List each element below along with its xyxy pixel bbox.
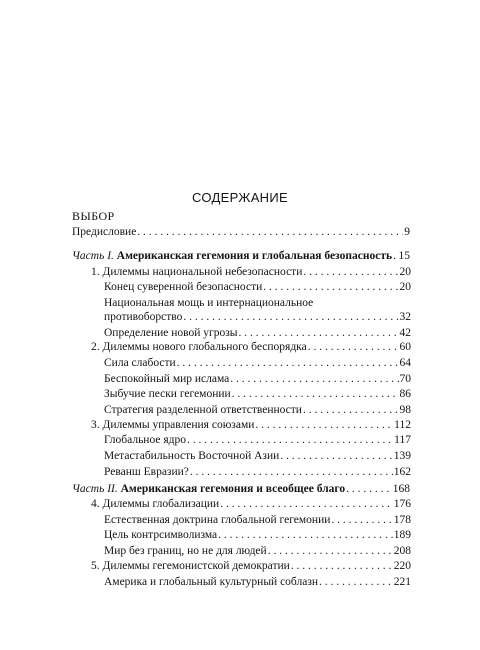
toc-label-line1: Национальная мощь и интернациональное — [104, 297, 314, 309]
toc-page: 117 — [394, 434, 411, 446]
toc-label: Беспокойный мир ислама — [104, 373, 230, 385]
toc-page: 221 — [393, 576, 411, 588]
toc-entry-preface — [72, 225, 410, 239]
toc-leader — [187, 433, 393, 447]
toc-page: 162 — [393, 466, 411, 478]
toc-label: Естественная доктрина глобальной гегемонии — [104, 514, 331, 526]
part-title: Американская гегемония и глобальная безопасность — [116, 250, 393, 262]
toc-label: Америка и глобальный культурный соблазн — [104, 576, 319, 588]
toc-page: 178 — [393, 514, 411, 526]
toc-entry-2-3 — [104, 387, 411, 401]
toc-label: Мир без границ, но не для людей — [104, 545, 267, 557]
toc-label: 4. Дилеммы глобализации — [91, 498, 220, 510]
toc-entry-5-1 — [104, 575, 411, 589]
toc-leader — [291, 559, 393, 573]
toc-leader — [303, 403, 399, 417]
toc-leader — [255, 418, 393, 432]
toc-page: 189 — [393, 529, 411, 541]
toc-page: 42 — [399, 327, 411, 339]
toc-page: 176 — [393, 498, 411, 510]
toc-leader — [308, 340, 399, 354]
toc-entry-1-3 — [104, 326, 411, 340]
toc-leader — [218, 528, 393, 542]
toc-page: 32 — [399, 311, 411, 323]
toc-leader — [232, 387, 399, 401]
toc-page: 112 — [394, 419, 411, 431]
toc-label: Стратегия разделенной ответственности — [104, 404, 302, 416]
toc-entry-part2 — [72, 482, 410, 496]
toc-entry-2-1 — [104, 356, 411, 370]
toc-leader — [346, 482, 392, 496]
toc-entry-chapter-4 — [91, 497, 411, 511]
toc-page: 9 — [404, 226, 410, 238]
toc-leader — [319, 575, 393, 589]
toc-label: Метастабильность Восточной Азии — [104, 450, 280, 462]
toc-label: Реванш Евразии? — [104, 466, 189, 478]
toc-label: Сила слабости — [104, 357, 176, 369]
toc-label: Цель контрсимволизма — [104, 529, 218, 541]
toc-entry-3-2 — [104, 449, 411, 463]
toc-entry-3-3 — [104, 465, 411, 479]
toc-entry-chapter-1 — [91, 265, 411, 279]
toc-page: 64 — [399, 357, 411, 369]
toc-label: Зыбучие пески гегемонии — [104, 388, 231, 400]
contents-heading: СОДЕРЖАНИЕ — [191, 190, 288, 205]
toc-page: 208 — [393, 545, 411, 557]
toc-label: Предисловие — [72, 226, 137, 238]
toc-page: 168 — [392, 483, 410, 495]
toc-page: 139 — [393, 450, 411, 462]
toc-entry-4-2 — [104, 528, 411, 542]
toc-entry-1-1 — [104, 280, 411, 294]
toc-leader — [239, 326, 399, 340]
toc-leader — [268, 544, 393, 558]
toc-page: 20 — [399, 281, 411, 293]
toc-page: 60 — [399, 341, 411, 353]
toc-page: 86 — [399, 388, 411, 400]
toc-page: 98 — [399, 404, 411, 416]
toc-entry-part1 — [72, 249, 410, 263]
toc-leader — [230, 372, 398, 386]
toc-entry-chapter-2 — [91, 340, 411, 354]
toc-entry-3-1 — [104, 433, 411, 447]
toc-entry-chapter-5 — [91, 559, 411, 573]
toc-leader — [177, 356, 399, 370]
toc-label: 2. Дилеммы нового глобального беспорядка — [91, 341, 307, 353]
part-prefix: Часть I. — [72, 250, 114, 262]
toc-entry-4-3 — [104, 544, 411, 558]
toc-label: Определение новой угрозы — [104, 327, 238, 339]
toc-page: 15 — [398, 250, 410, 262]
toc-leader — [331, 513, 392, 527]
toc-label-line2: противоборство — [104, 311, 183, 323]
toc-leader — [393, 249, 397, 263]
toc-page: 20 — [399, 266, 411, 278]
toc-label: 1. Дилеммы национальной небезопасности — [91, 266, 303, 278]
toc-leader — [280, 449, 392, 463]
toc-entry-2-2 — [104, 372, 411, 386]
toc-leader — [220, 497, 393, 511]
toc-label: 3. Дилеммы управления союзами — [91, 419, 255, 431]
toc-leader — [263, 280, 398, 294]
toc-page: 220 — [393, 560, 411, 572]
toc-label: 5. Дилеммы гегемонистской демократии — [91, 560, 290, 572]
toc-leader — [137, 225, 403, 239]
toc-label: Глобальное ядро — [104, 434, 186, 446]
toc-entry-2-4 — [104, 403, 411, 417]
toc-leader — [303, 265, 398, 279]
toc-entry-chapter-3 — [91, 418, 411, 432]
section-subheading: ВЫБОР — [72, 209, 115, 223]
toc-page: 70 — [399, 373, 411, 385]
toc-leader — [190, 465, 393, 479]
part-title: Американская гегемония и всеобщее благо — [120, 483, 346, 495]
toc-label: Конец суверенной безопасности — [104, 281, 263, 293]
toc-leader — [183, 310, 398, 324]
toc-entry-4-1 — [104, 513, 411, 527]
part-prefix: Часть II. — [72, 483, 118, 495]
